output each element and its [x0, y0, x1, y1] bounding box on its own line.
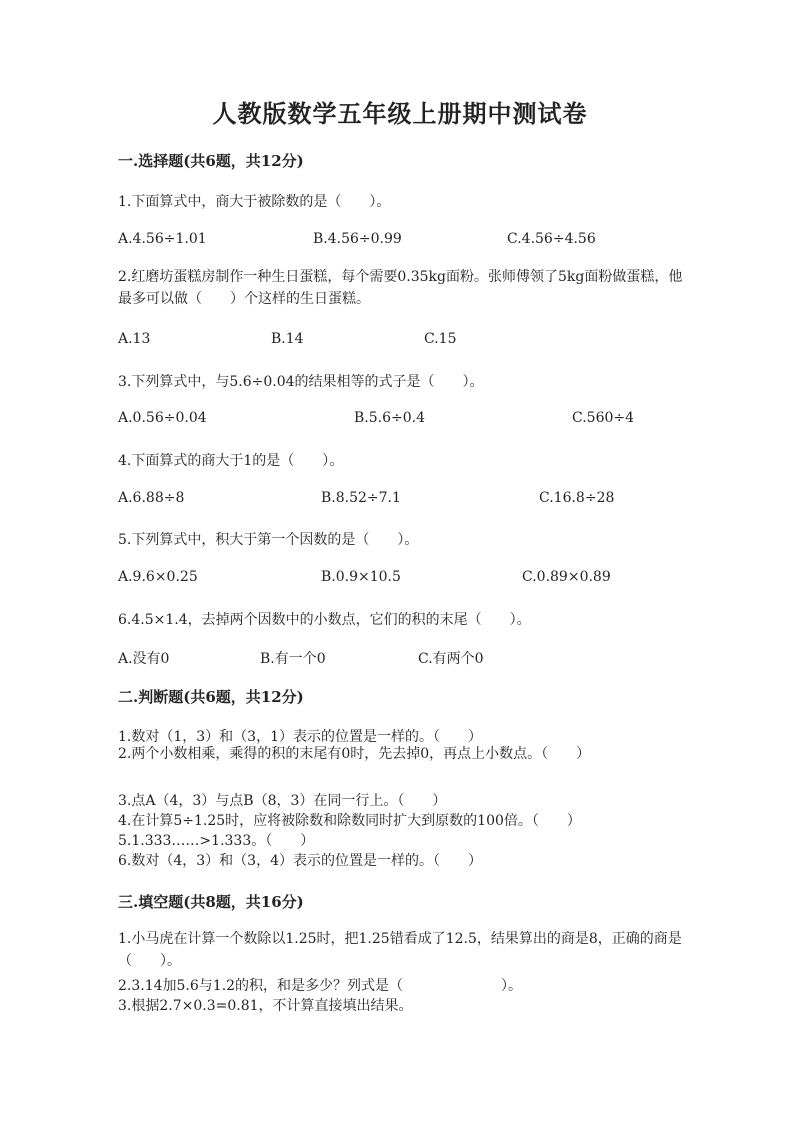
q1-option-a: A.4.56÷1.01	[118, 231, 207, 247]
question-5: 5.下列算式中，积大于第一个因数的是（ ）。	[118, 532, 419, 548]
section-heading-fill-in: 三.填空题(共8题，共16分)	[118, 893, 304, 911]
q6-option-c: C.有两个0	[418, 651, 484, 667]
q1-option-b: B.4.56÷0.99	[313, 231, 402, 247]
q4-option-a: A.6.88÷8	[118, 490, 185, 506]
fill-in-item: 1.小马虎在计算一个数除以1.25时，把1.25错看成了12.5，结果算出的商是8，正确的商是（ ）。	[118, 931, 682, 969]
q6-option-b: B.有一个0	[260, 651, 326, 667]
q2-option-b: B.14	[271, 331, 304, 347]
question-6: 6.4.5×1.4，去掉两个因数中的小数点，它们的积的末尾（ ）。	[118, 612, 531, 628]
section-heading-choice: 一.选择题(共6题，共12分)	[118, 152, 304, 170]
q4-option-b: B.8.52÷7.1	[321, 490, 401, 506]
q3-option-b: B.5.6÷0.4	[354, 410, 425, 426]
q2-option-a: A.13	[118, 331, 151, 347]
judgement-item: 3.点A（4，3）与点B（8，3）在同一行上。（ ）	[118, 793, 447, 809]
q3-option-a: A.0.56÷0.04	[118, 410, 207, 426]
question-1: 1.下面算式中，商大于被除数的是（ ）。	[118, 194, 391, 210]
q6-option-a: A.没有0	[118, 651, 170, 667]
fill-in-item: 3.根据2.7×0.3=0.81，不计算直接填出结果。	[118, 998, 413, 1014]
judgement-item: 2.两个小数相乘，乘得的积的末尾有0时，先去掉0，再点上小数点。（ ）	[118, 746, 591, 762]
q1-option-c: C.4.56÷4.56	[507, 231, 596, 247]
judgement-item: 4.在计算5÷1.25时，应将被除数和除数同时扩大到原数的100倍。（ ）	[118, 813, 581, 829]
section-heading-judgement: 二.判断题(共6题，共12分)	[118, 688, 304, 706]
fill-in-item: 2.3.14加5.6与1.2的积，和是多少？列式是（ ）。	[118, 978, 523, 994]
q5-option-a: A.9.6×0.25	[118, 569, 198, 585]
judgement-item: 5.1.333……>1.333。（ ）	[118, 833, 315, 849]
q5-option-b: B.0.9×10.5	[321, 569, 401, 585]
judgement-item: 1.数对（1，3）和（3，1）表示的位置是一样的。（ ）	[118, 729, 482, 745]
judgement-item: 6.数对（4，3）和（3，4）表示的位置是一样的。（ ）	[118, 853, 482, 869]
q5-option-c: C.0.89×0.89	[522, 569, 611, 585]
page-title: 人教版数学五年级上册期中测试卷	[212, 99, 588, 128]
question-2: 2.红磨坊蛋糕房制作一种生日蛋糕，每个需要0.35kg面粉。张师傅领了5kg面粉做蛋糕，他最多可以做（ ）个这样的生日蛋糕。	[118, 269, 683, 307]
q2-option-c: C.15	[424, 331, 457, 347]
question-4: 4.下面算式的商大于1的是（ ）。	[118, 453, 344, 469]
q4-option-c: C.16.8÷28	[539, 490, 615, 506]
question-3: 3.下列算式中，与5.6÷0.04的结果相等的式子是（ ）。	[118, 374, 484, 390]
q3-option-c: C.560÷4	[572, 410, 635, 426]
